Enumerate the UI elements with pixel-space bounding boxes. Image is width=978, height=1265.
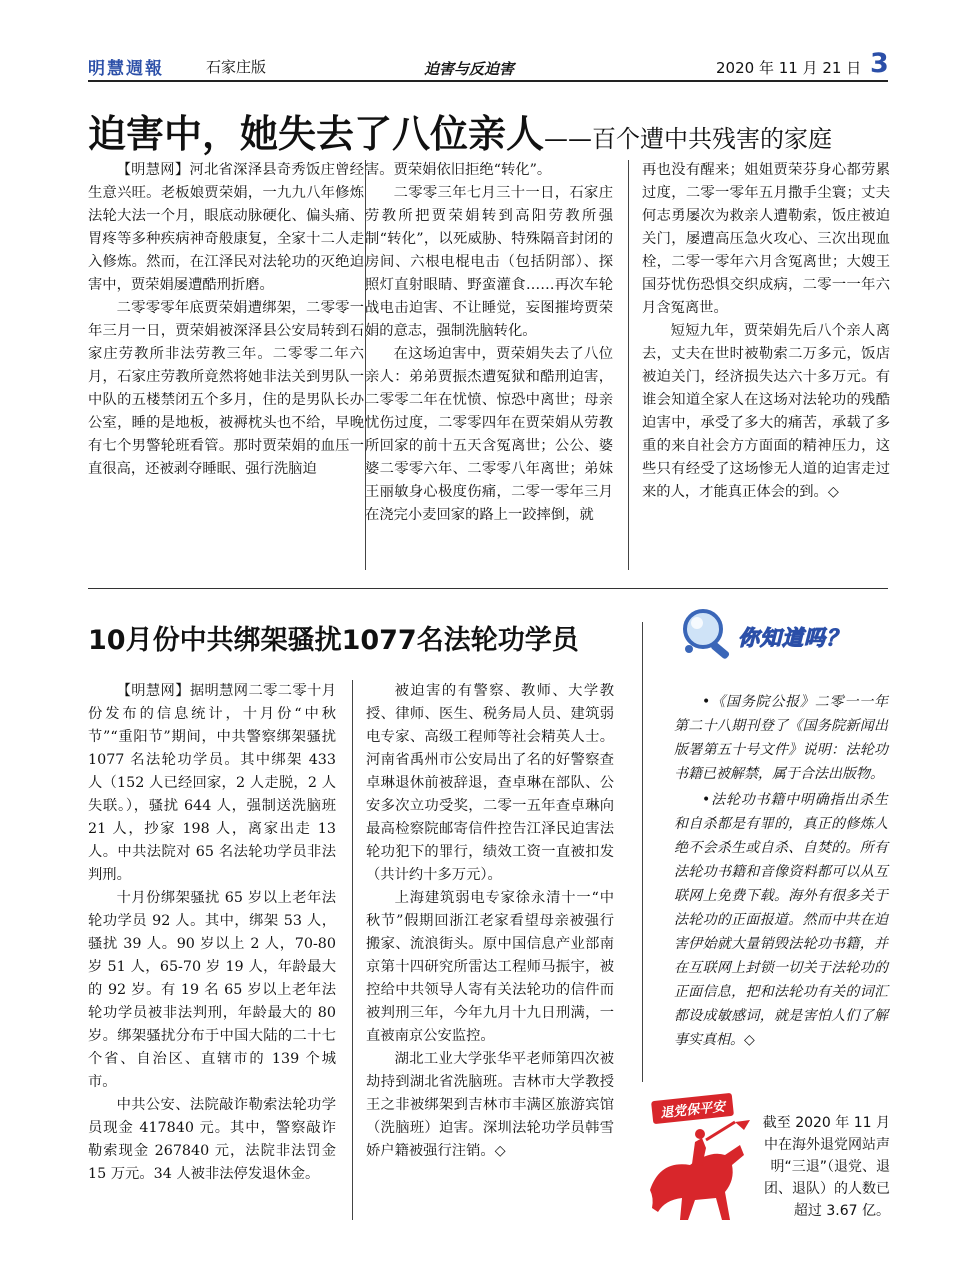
sidebar-divider [642,622,643,1082]
paragraph: 上海建筑弱电专家徐永清十一“中秋节”假期回浙江老家看望母亲被强行搬家、流浪街头。原中国信息产业部南京第十四研究所雷达工程师马振宇，被控给中共领导人寄有关法轮功的信件而被判刑三年，今年九月十九日刑满，一直被南京公安监控。 [366,890,614,1044]
paragraph: 十月份绑架骚扰 65 岁以上老年法轮功学员 92 人。其中，绑架 53 人，骚扰 39 人。90 岁以上 2 人，70-80 岁 51 人，65-70 岁 19 人，年龄最大的 92 岁。有 19 名 65 岁以上老年法轮功学员被非法判刑，年龄最大的 80 岁。绑架骚扰分布于中国大陆的二十七个省、自治区、直辖市的 139 个城市。 [88,890,336,1090]
paragraph: 被迫害的有警察、教师、大学教授、律师、医生、税务局人员、建筑弱电专家、高级工程师等社会精英人士。河南省禹州市公安局出了名的好警察查卓琳退休前被辞退，查卓琳在部队、公安多次立功受奖，二零一五年查卓琳向最高检察院邮寄信件控告江泽民迫害法轮功犯下的罪行，绩效工资一直被扣发（共计约十多万元）。 [366,683,614,883]
article1-column-1 [88,159,364,481]
tuidang-banner: 退党保平安 [651,1093,734,1124]
paragraph: 【明慧网】河北省深泽县奇秀饭庄曾经生意兴旺。老板娘贾荣娟，一九九八年修炼法轮大法一个月，眼底动脉硬化、偏头痛、胃疼等多种疾病神奇般康复，全家十二人走入修炼。然而，在江泽民对法轮功的灭绝迫害中，贾荣娟屡遭酷刑折磨。 [88,162,364,293]
article1-title: 迫害中，她失去了八位亲人 [88,112,545,156]
paragraph: 短短九年，贾荣娟先后八个亲人离去，丈夫在世时被勒索二万多元，饭店被迫关门，经济损失达六十多万元。有谁会知道全家人在这场对法轮功的残酷迫害中，承受了多大的痛苦，承载了多重的来自社会方方面面的精神压力，这些只有经受了这场惨无人道的迫害走过来的人，才能真正体会的到。◇ [642,323,890,500]
paragraph: 二零零零年底贾荣娟遭绑架，二零零一年三月一日，贾荣娟被深泽县公安局转到石家庄劳教所非法劳教三年。二零零二年六月，石家庄劳教所竟然将她非法关到男队一中队的五楼禁闭五个多月，住的是男队长办公室，睡的是地板，被褥枕头也不给，早晚有七个男警轮班看管。那时贾荣娟的血压一直很高，还被剥夺睡眠、强行洗脑迫 [88,300,364,477]
page-number: 3 [870,48,889,79]
edition-label: 石家庄版 [206,58,267,76]
paragraph: 在这场迫害中，贾荣娟失去了八位亲人：弟弟贾振杰遭冤狱和酷刑迫害，二零零二年在忧愤、惊恐中离世；母亲忧伤过度，二零零四年在贾荣娟从劳教所回家的前十五天含冤离世；公公、婆婆二零零六年、二零零八年离世；弟妹王丽敏身心极度伤痛，二零一零年三月在浇完小麦回家的路上一跤摔倒，就 [365,346,613,523]
masthead-rule [88,80,888,82]
article2-title: 10月份中共绑架骚扰1077名法轮功学员 [88,625,579,656]
horse-rider-illustration [640,1120,755,1230]
sidebar-notes [674,690,888,1054]
paragraph: 【明慧网】据明慧网二零二零十月份发布的信息统计，十月份“中秋节”“重阳节”期间，中共警察绑架骚扰 1077 名法轮功学员。其中绑架 433 人（152 人已经回家，2 人走脱，2 人失联。），骚扰 644 人，强制送洗脑班 21 人，抄家 198 人，离家出走 13 人。中共法院对 65 名法轮功学员非法判刑。 [88,683,336,883]
paragraph: 湖北工业大学张华平老师第四次被劫持到湖北省洗脑班。吉林市大学教授王之非被绑架到吉林市丰满区旅游宾馆（洗脑班）迫害。深圳法轮功学员韩雪娇户籍被强行注销。◇ [366,1051,614,1159]
sidebar-note: •《国务院公报》二零一一年第二十八期刊登了《国务院新闻出版署第五十号文件》说明：法轮功书籍已被解禁，属于合法出版物。 [674,694,888,782]
issue-date: 2020 年 11 月 21 日 [716,59,862,77]
paragraph: 中共公安、法院敲诈勒索法轮功学员现金 417840 元。其中，警察敲诈勒索现金 267840 元，法院非法罚金 15 万元。34 人被非法停发退休金。 [88,1097,336,1182]
sidebar-title: 你知道吗？ [738,626,848,650]
paragraph: 二零零三年七月三十一日，石家庄劳教所把贾荣娟转到高阳劳教所强制“转化”，以死威胁、特殊隔音封闭的房间、六根电棍电击（包括阴部）、探照灯直射眼睛、野蛮灌食……再次车轮战电击迫害、不让睡觉，妄图摧垮贾荣娟的意志，强制洗脑转化。 [365,185,613,339]
newspaper-brand: 明慧週報 [88,59,164,79]
article1-subtitle: ——百个遭中共残害的家庭 [544,125,833,153]
section-divider [88,588,888,589]
article2-column-1 [88,680,336,1186]
column-divider [352,680,353,1220]
tuidang-statistic: 截至 2020 年 11 月中在海外退党网站声明“三退”（退党、退团、退队）的人数已超过 3.67 亿。 [762,1115,890,1219]
article1-column-3 [642,159,890,504]
article2-column-2 [366,680,614,1163]
article1-column-2 [365,159,613,527]
column-divider [628,160,629,570]
magnifier-icon [675,605,741,661]
paragraph: 再也没有醒来；姐姐贾荣芬身心都劳累过度，二零一零年五月撒手尘寰；丈夫何志勇屡次为救亲人遭勒索，饭庄被迫关门，屡遭高压急火攻心、三次出现血栓，二零一零年六月含冤离世；大嫂王国芬忧伤恐惧交织成病，二零一一年六月含冤离世。 [642,162,890,316]
article1-headline [88,103,832,158]
sidebar-note: •法轮功书籍中明确指出杀生和自杀都是有罪的，真正的修炼人绝不会杀生或自杀、自焚的。所有法轮功书籍和音像资料都可以从互联网上免费下载。海外有很多关于法轮功的正面报道。然而中共在迫害伊始就大量销毁法轮功书籍，并在互联网上封锁一切关于法轮功的正面信息，把和法轮功有关的词汇都设成敏感词，就是害怕人们了解事实真相。◇ [674,792,888,1048]
paragraph: 害。贾荣娟依旧拒绝“转化”。 [365,162,552,178]
section-title: 迫害与反迫害 [424,60,515,78]
